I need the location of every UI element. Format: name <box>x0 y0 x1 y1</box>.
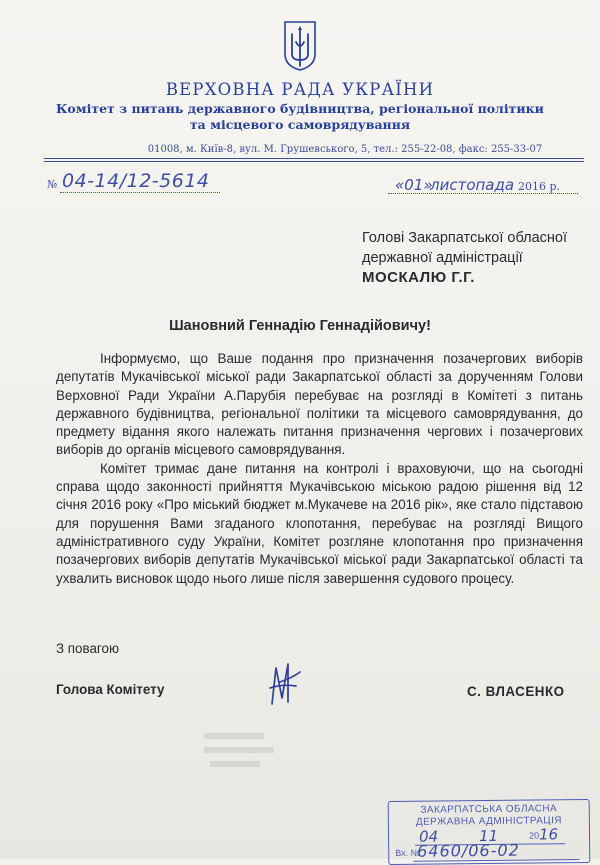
signatory-name: С. ВЛАСЕНКО <box>467 684 565 699</box>
recipient-line-2: державної адміністрації <box>362 250 523 266</box>
closing: З повагою <box>56 641 119 656</box>
incoming-registration-stamp <box>388 799 591 865</box>
registration-number-prefix: № <box>47 178 58 191</box>
stamp-day: 04 <box>418 827 439 846</box>
faint-imprint-icon <box>200 725 280 775</box>
stamp-year-handwritten: 16 <box>538 825 559 844</box>
committee-address: 01008, м. Київ-8, вул. М. Грушевського, 5, тел.: 255-22-08, факс: 255-33-07 <box>147 144 543 155</box>
recipient-name: МОСКАЛЮ Г.Г. <box>362 269 475 286</box>
letter-date-line <box>388 193 578 194</box>
tryzub-coat-of-arms-icon <box>283 20 317 72</box>
body-paragraph-2: Комітет тримає дане питання на контролі і враховуючи, що на сьогодні справа щодо законності прийняття Мукачівською міською радою рішення від 12 січня 2016 року «Про міський бюджет м.Мукачеве на 2016 рік», яке стало підставою для порушення Вами згаданого клопотання, перебуває на розгляді Вищого адміністративного суду України, Комітет розгляне клопотання про призначення позачергових виборів депутатів Мукачівської міської ради Закарпатської області та ухвалить висновок щодо нього лише після завершення судового процесу. <box>56 460 583 586</box>
stamp-year-prefix: 20 <box>528 830 540 841</box>
letter-date-day: «01» <box>395 176 433 194</box>
recipient-block <box>362 228 567 288</box>
committee-line-1: Комітет з питань державного будівництва, регіональної політики <box>56 101 544 116</box>
letter-date-month: листопада <box>430 176 515 194</box>
committee-name <box>0 101 600 133</box>
stamp-line-2: ДЕРЖАВНА АДМІНІСТРАЦІЯ <box>415 815 562 828</box>
registration-number: 04-14/12-5614 <box>62 170 210 192</box>
body-paragraph-1: Інформуємо, що Ваше подання про призначення позачергових виборів депутатів Мукачівської міської ради Закарпатської області за дорученням Голови Верховної Ради України А.Парубія перебуває на розгляді в Комітеті з питань державного будівництва, регіональної політики та місцевого самоврядування, до предмету відання якого належать питання призначення чергових і позачергових виборів до органів місцевого самоврядування. <box>56 351 583 458</box>
committee-line-2: та місцевого самоврядування <box>189 117 411 132</box>
header-rule <box>44 158 584 159</box>
registration-number-line <box>60 192 220 193</box>
stamp-incoming-label: Вх. № <box>395 847 421 858</box>
recipient-line-1: Голові Закарпатської обласної <box>362 230 567 246</box>
handwritten-signature-icon <box>262 658 306 710</box>
stamp-month: 11 <box>478 826 499 846</box>
greeting: Шановний Геннадію Геннадійовичу! <box>169 318 431 334</box>
header-rule-thin <box>44 161 584 162</box>
signatory-title: Голова Комітету <box>56 682 165 697</box>
stamp-line-1: ЗАКАРПАТСЬКА ОБЛАСНА <box>420 803 558 816</box>
letter-date-year: 2016 р. <box>518 180 561 193</box>
stamp-incoming-number: 6460/06-02 <box>417 840 520 861</box>
letter-body <box>56 350 583 588</box>
org-name: ВЕРХОВНА РАДА УКРАЇНИ <box>165 80 435 99</box>
